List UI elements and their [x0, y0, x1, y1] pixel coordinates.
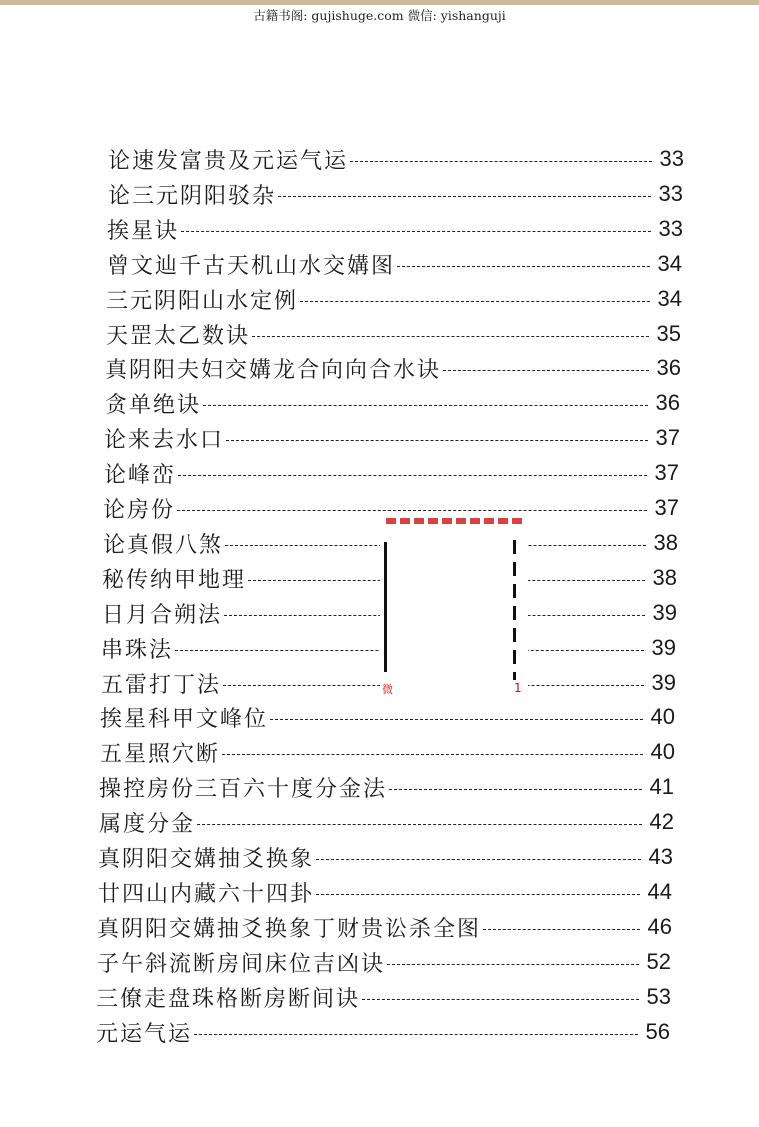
toc-entry-title: 元运气运: [96, 1021, 193, 1047]
toc-entry-title: 日月合朔法: [102, 602, 223, 628]
toc-entry-page: 39: [651, 670, 676, 695]
toc-entry-page: 53: [646, 984, 671, 1009]
toc-entry-page: 52: [646, 949, 671, 974]
toc-entry-page: 43: [648, 844, 673, 869]
toc-entry: [104, 458, 679, 488]
toc-entry: [106, 284, 682, 314]
toc-entry-title: 三僚走盘珠格断房断间诀: [96, 986, 361, 1012]
stamp-left-bracket: [384, 542, 393, 672]
toc-leader-line: [197, 824, 642, 825]
toc-entry-page: 37: [655, 425, 680, 450]
toc-leader-line: [387, 964, 639, 965]
toc-leader-line: [389, 789, 642, 790]
toc-entry-title: 真阴阳交媾抽爻换象丁财贵讼杀全图: [97, 916, 482, 942]
toc-entry-title: 三元阴阳山水定例: [106, 288, 299, 314]
toc-leader-line: [350, 161, 652, 162]
toc-entry-title: 子午斜流断房间床位吉凶诀: [97, 951, 386, 977]
toc-entry-title: 操控房份三百六十度分金法: [99, 776, 388, 802]
toc-entry: [97, 912, 672, 942]
toc-entry: [98, 877, 672, 907]
toc-entry: [105, 388, 680, 418]
toc-entry-page: 33: [659, 146, 684, 171]
toc-leader-line: [300, 301, 650, 302]
toc-entry-title: 廿四山内藏六十四卦: [98, 881, 315, 907]
toc-leader-line: [203, 405, 648, 406]
toc-leader-line: [178, 475, 647, 476]
toc-entry-title: 论房份: [103, 497, 176, 523]
toc-entry-page: 36: [655, 390, 680, 415]
toc-entry: [106, 319, 681, 349]
toc-entry: [108, 179, 683, 209]
toc-entry-page: 33: [658, 181, 683, 206]
toc-leader-line: [222, 754, 643, 755]
toc-entry-page: 35: [656, 321, 681, 346]
toc-entry-page: 34: [657, 251, 682, 276]
toc-entry-title: 曾文辿千古天机山水交媾图: [107, 253, 396, 279]
toc-leader-line: [278, 196, 651, 197]
stamp-right-bracket: [513, 540, 516, 680]
toc-leader-line: [177, 510, 647, 511]
toc-entry-page: 40: [650, 704, 675, 729]
toc-leader-line: [316, 894, 640, 895]
stamp-footnote-right: 1: [514, 681, 522, 695]
toc-entry-title: 贪单绝诀: [105, 392, 202, 418]
toc-entry-title: 秘传纳甲地理: [102, 567, 247, 593]
toc-entry: [100, 702, 675, 732]
toc-entry-page: 34: [657, 286, 682, 311]
toc-entry-page: 41: [649, 774, 674, 799]
toc-leader-line: [226, 440, 648, 441]
toc-entry-page: 44: [647, 879, 672, 904]
stamp-footnote-left: 微: [382, 683, 393, 696]
toc-leader-line: [270, 719, 643, 720]
toc-leader-line: [194, 1034, 638, 1035]
toc-entry-title: 五雷打丁法: [101, 672, 222, 698]
toc-entry-title: 五星照穴断: [100, 741, 221, 767]
toc-entry-page: 37: [654, 495, 679, 520]
toc-entry: [108, 144, 684, 174]
toc-leader-line: [316, 859, 641, 860]
toc-entry-title: 天罡太乙数诀: [106, 323, 251, 349]
toc-entry: [96, 1017, 670, 1047]
toc-entry-page: 56: [645, 1019, 670, 1044]
toc-entry-page: 36: [656, 355, 681, 380]
toc-entry: [99, 772, 674, 802]
toc-leader-line: [181, 231, 651, 232]
toc-leader-line: [443, 370, 649, 371]
stamp-overlay: [380, 518, 528, 698]
toc-entry: [98, 842, 673, 872]
toc-entry: [100, 737, 675, 767]
toc-leader-line: [362, 999, 639, 1000]
toc-entry-page: 46: [647, 914, 672, 939]
toc-entry-title: 挨星诀: [107, 218, 180, 244]
toc-entry-title: 论速发富贵及元运气运: [108, 148, 349, 174]
toc-entry-page: 42: [649, 809, 674, 834]
toc-entry-page: 37: [654, 460, 679, 485]
toc-entry-page: 39: [651, 635, 676, 660]
toc-entry-title: 论来去水口: [104, 427, 225, 453]
toc-entry-page: 38: [653, 530, 678, 555]
toc-entry-title: 挨星科甲文峰位: [100, 706, 269, 732]
toc-entry: [105, 353, 681, 383]
toc-entry-title: 真阴阳夫妇交媾龙合向向合水诀: [105, 357, 442, 383]
toc-entry-page: 39: [652, 600, 677, 625]
toc-entry-page: 33: [658, 216, 683, 241]
toc-entry: [96, 982, 671, 1012]
toc-entry: [99, 807, 674, 837]
toc-entry: [107, 214, 683, 244]
toc-entry: [97, 947, 671, 977]
toc-entry: [107, 249, 682, 279]
toc-entry-title: 串珠法: [101, 637, 174, 663]
toc-entry-title: 真阴阳交媾抽爻换象: [98, 846, 315, 872]
toc-leader-line: [483, 929, 640, 930]
toc-entry: [104, 423, 680, 453]
site-watermark: 古籍书阁: gujishuge.com 微信: yishanguji: [253, 8, 506, 23]
toc-entry-page: 40: [650, 739, 675, 764]
toc-entry-title: 论峰峦: [104, 462, 177, 488]
toc-entry-title: 论三元阴阳驳杂: [108, 183, 277, 209]
toc-entry-title: 论真假八煞: [103, 532, 224, 558]
toc-entry-page: 38: [652, 565, 677, 590]
toc-leader-line: [252, 336, 649, 337]
toc-entry-title: 属度分金: [99, 811, 196, 837]
toc-leader-line: [397, 266, 650, 267]
stamp-header-mark: [386, 518, 526, 524]
